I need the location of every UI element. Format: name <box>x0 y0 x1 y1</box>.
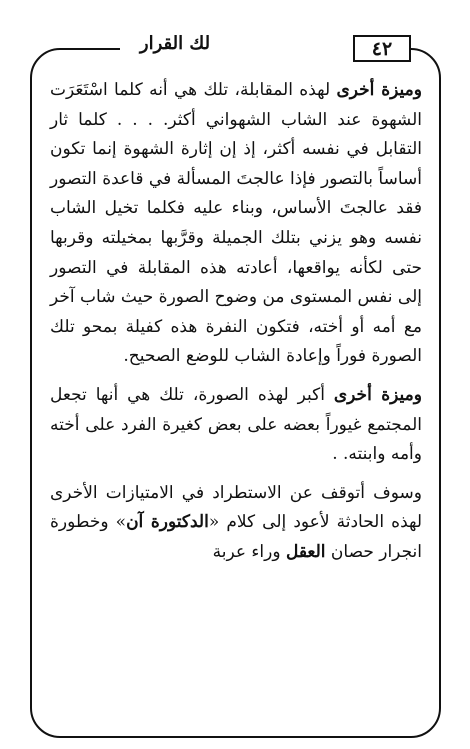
paragraph-2-text: أكبر لهذه الصورة، تلك هي أنها تجعل المجتمع غيوراً بعضه على بعض كغيرة الفرد على أخته وأمه وابنته. . <box>50 384 422 465</box>
paragraph-3-bold-word: العقل <box>285 541 326 562</box>
paragraph-3 <box>50 479 422 568</box>
page-number-text: ٤٢ <box>371 37 393 60</box>
paragraph-3-bold-name: الدكتورة آن <box>126 512 209 533</box>
running-title: لك القرار <box>120 33 230 54</box>
paragraph-3-pre: وسوف أتوقف عن الاستطراد في الامتيازات الأخرى لهذه الحادثة لأعود إلى كلام « <box>50 482 423 533</box>
paragraph-1 <box>50 76 422 372</box>
page-number <box>353 35 411 62</box>
paragraph-2 <box>50 381 422 470</box>
paragraph-1-lead: وميزة أخرى <box>336 80 422 100</box>
paragraph-3-post: وراء عربة <box>212 541 286 562</box>
paragraph-3-mid: » وخطورة انجرار حصان <box>50 512 422 562</box>
paragraph-2-lead: وميزة أخرى <box>333 384 422 405</box>
body-text <box>50 76 422 568</box>
paragraph-1-text: لهذه المقابلة، تلك هي أنه كلما اسْتَعَرَت الشهوة عند الشاب الشهواني أكثر. . . . كلما ثار التقابل في نفسه أكثر، إذ إن إثارة الشهوة إنما تكون أساساً بالتصور فإذا عالجتَ المسألة في قاعدة التصور فقد عالجتَ الأساس، وبناء عليه فكلما تخيل الشاب نفسه وهو يزني بتلك الجميلة وقرَّبها بمخيلته وقربها حتى لكأنه يواقعها، أعادته هذه المقابلة في التصور إلى نفس المستوى من وضوح الصورة حيث شاب آخر مع أمه أو أخته، فتكون النفرة هذه كفيلة بمحو تلك الصورة فوراً وإعادة الشاب للوضع الصحيح. <box>50 80 422 367</box>
